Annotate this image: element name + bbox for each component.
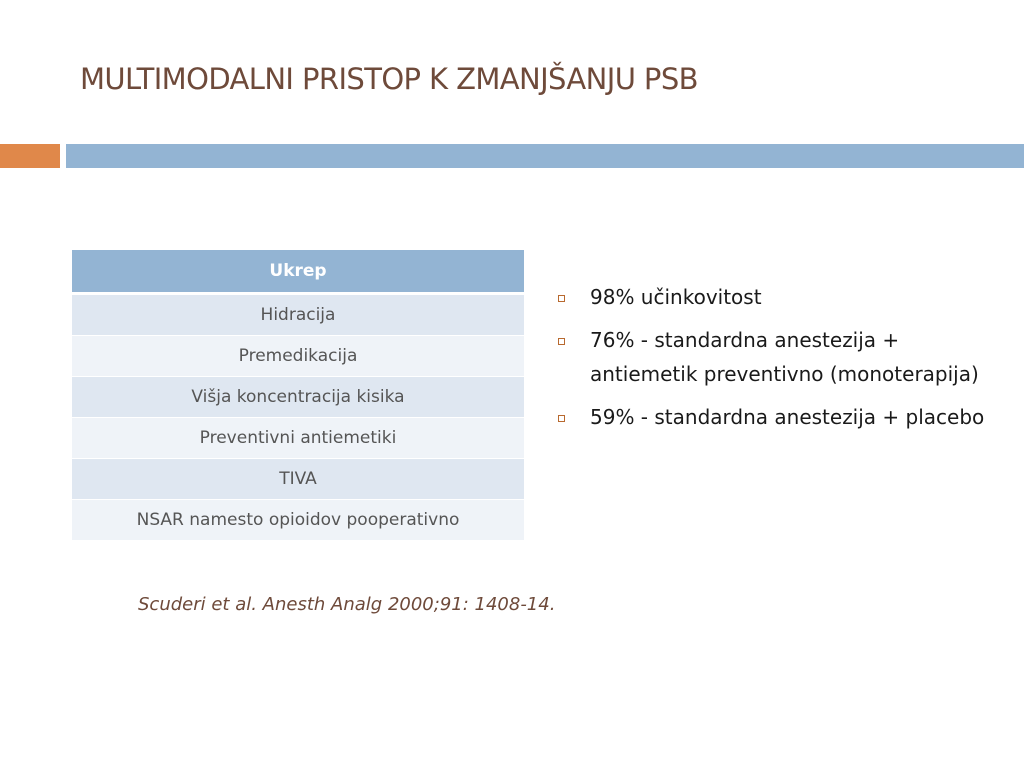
slide-title: MULTIMODALNI PRISTOP K ZMANJŠANJU PSB [80,62,698,96]
table-cell: NSAR namesto opioidov pooperativno [72,500,524,541]
table-cell: Hidracija [72,294,524,336]
table-row [72,418,524,459]
table-row [72,500,524,541]
table-cell: TIVA [72,459,524,500]
measures-table [72,250,524,540]
bullet-item [556,280,996,314]
table-cell: Višja koncentracija kisika [72,377,524,418]
table-cell: Premedikacija [72,336,524,377]
table-header-row [72,250,524,294]
square-bullet-icon [558,295,565,302]
square-bullet-icon [558,415,565,422]
accent-bar-orange [0,144,60,168]
table-row [72,459,524,500]
table-cell: Preventivni antiemetiki [72,418,524,459]
bullet-text: 59% - standardna anestezija + placebo [590,405,985,429]
table-header-cell: Ukrep [72,250,524,294]
citation: Scuderi et al. Anesth Analg 2000;91: 1408-14. [138,594,556,615]
table-row [72,336,524,377]
square-bullet-icon [558,338,565,345]
bullet-item [556,323,996,391]
accent-bar-blue [66,144,1024,168]
bullet-text: 98% učinkovitost [590,285,762,309]
bullet-list [556,280,996,443]
bullet-text: 76% - standardna anestezija + antiemetik preventivno (monoterapija) [590,328,979,386]
table-row [72,294,524,336]
bullet-item [556,400,996,434]
table-row [72,377,524,418]
